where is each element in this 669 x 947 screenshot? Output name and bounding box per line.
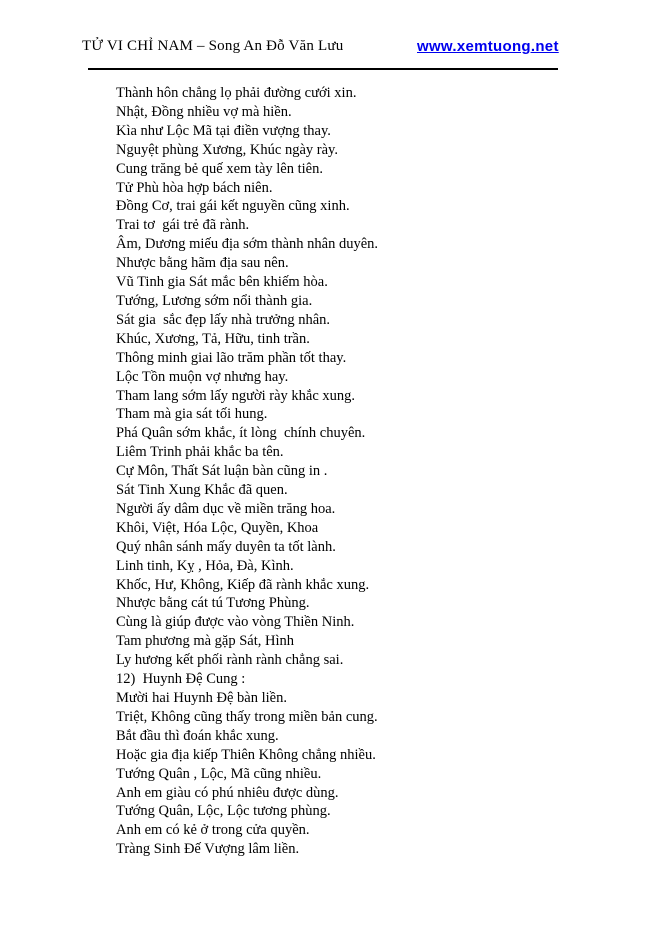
text-line: Tràng Sinh Đế Vượng lâm liền.	[116, 841, 300, 858]
website-link[interactable]: www.xemtuong.net	[417, 38, 559, 55]
text-line: Tướng Quân, Lộc, Lộc tương phùng.	[116, 803, 331, 820]
document-title: TỬ VI CHỈ NAM – Song An Đỗ Văn Lưu	[82, 38, 344, 54]
text-line: Vũ Tinh gia Sát mắc bên khiếm hòa.	[116, 274, 328, 291]
text-line: Khúc, Xương, Tả, Hữu, tinh trần.	[116, 330, 310, 347]
text-line: Thông minh giai lão trăm phần tốt thay.	[116, 349, 347, 366]
text-line: Cung trăng bẻ quế xem tày lên tiên.	[116, 160, 323, 177]
text-line: Khôi, Việt, Hóa Lộc, Quyền, Khoa	[116, 519, 319, 536]
text-line: Tham lang sớm lấy người rày khắc xung.	[116, 387, 356, 404]
text-line: Người ấy dâm dục về miền trăng hoa.	[116, 500, 336, 517]
text-line: Mười hai Huynh Đệ bàn liền.	[116, 690, 287, 706]
text-line: Nhược bằng hãm địa sau nên.	[116, 255, 289, 272]
text-line: Cự Môn, Thất Sát luận bàn cũng in .	[116, 463, 328, 480]
text-line: Hoặc gia địa kiếp Thiên Không chẳng nhiều.	[116, 746, 376, 763]
text-line: Tướng Quân , Lộc, Mã cũng nhiều.	[116, 765, 322, 782]
text-line: Tam phương mà gặp Sát, Hình	[116, 633, 295, 650]
text-line: Nhật, Đồng nhiều vợ mà hiền.	[116, 103, 292, 120]
text-line: Sát gia sắc đẹp lấy nhà trưởng nhân.	[116, 311, 331, 328]
text-line: Liêm Trinh phải khắc ba tên.	[116, 444, 284, 461]
text-line: Linh tinh, Kỵ , Hỏa, Đà, Kình.	[116, 557, 294, 574]
text-line: Ly hương kết phối rành rành chẳng sai.	[116, 652, 344, 669]
text-line: Âm, Dương miếu địa sớm thành nhân duyên.	[116, 236, 379, 253]
text-line: Tham mà gia sát tối hung.	[116, 406, 268, 423]
text-line: Trai tơ gái trẻ đã rành.	[116, 217, 250, 234]
text-line: Phá Quân sớm khắc, ít lòng chính chuyên.	[116, 425, 366, 442]
text-line: 12) Huynh Đệ Cung :	[116, 671, 246, 688]
document-body	[116, 84, 629, 859]
text-line: Tướng, Lương sớm nổi thành gia.	[116, 292, 313, 309]
text-line: Cùng là giúp được vào vòng Thiền Ninh.	[116, 614, 355, 631]
text-line: Kìa như Lộc Mã tại điền vượng thay.	[116, 122, 331, 139]
text-line: Khốc, Hư, Không, Kiếp đã rành khắc xung.	[116, 576, 370, 593]
text-line: Đồng Cơ, trai gái kết nguyền cũng xinh.	[116, 198, 350, 215]
text-line: Nguyệt phùng Xương, Khúc ngày rày.	[116, 141, 338, 158]
text-line: Thành hôn chẳng lọ phải đường cưới xin.	[116, 85, 357, 101]
text-line: Quý nhân sánh mấy duyên ta tốt lành.	[116, 538, 336, 555]
header-divider	[88, 68, 558, 70]
text-line: Sát Tinh Xung Khắc đã quen.	[116, 482, 288, 499]
text-line: Nhược bằng cát tú Tương Phùng.	[116, 595, 310, 612]
text-line: Triệt, Không cũng thấy trong miền bản cung.	[116, 708, 378, 725]
text-line: Bắt đầu thì đoán khắc xung.	[116, 727, 279, 744]
text-line: Lộc Tồn muộn vợ nhưng hay.	[116, 368, 289, 385]
text-line: Anh em giàu có phú nhiêu được dùng.	[116, 784, 339, 801]
text-line: Anh em có kẻ ở trong cửa quyền.	[116, 822, 310, 839]
text-line: Tử Phù hòa hợp bách niên.	[116, 179, 273, 196]
